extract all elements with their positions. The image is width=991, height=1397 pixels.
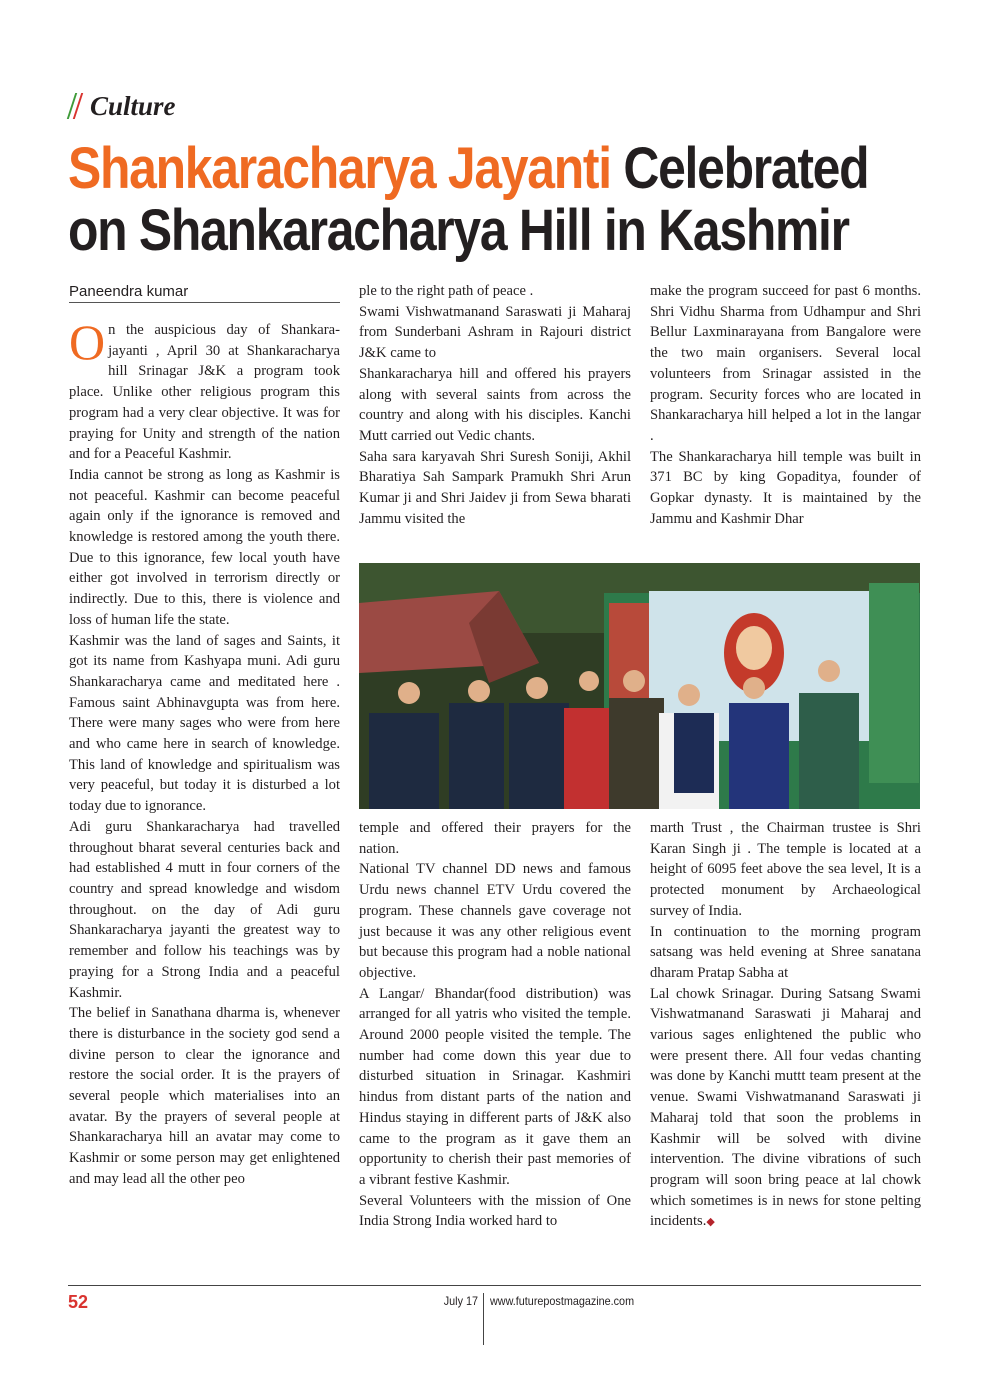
headline-line2: on Shankaracharya Hill in Kashmir xyxy=(68,198,849,263)
footer-divider xyxy=(483,1293,484,1345)
paragraph: Shankaracharya hill and offered his prayers along with several saints from across the country and along with his disciples. Kanchi Mutt carried out Vedic chants. xyxy=(359,365,631,444)
paragraph: Saha sara karyavah Shri Suresh Soniji, Akhil Bharatiya Sah Sampark Pramukh Shri Arun Kumar ji and Shri Jaidev ji from Sewa bharati Jammu visited the xyxy=(359,448,631,527)
drop-cap: O xyxy=(69,314,106,370)
article-column-2-bottom xyxy=(359,818,631,1232)
paragraph: Adi guru Shankaracharya had travelled throughout bharat several centuries back and had established 4 mutt in four corners of the country and spread knowledge and wisdom throughout. on the day of Adi guru Shankaracharya jayanti the greatest way to remember and follow his teachings was by praying for a Strong India and a peaceful Kashmir. xyxy=(69,818,340,1001)
footer-rule xyxy=(68,1285,921,1286)
byline: Paneendra kumar xyxy=(69,283,340,303)
paragraph: National TV channel DD news and famous Urdu news channel ETV Urdu covered the program. These channels gave coverage not just because it was any other religious event but because this program had a noble national objective. xyxy=(359,861,631,981)
article-column-3-bottom xyxy=(650,818,921,1233)
article-column-1 xyxy=(69,314,340,1190)
paragraph: marth Trust , the Chairman trustee is Shri Karan Singh ji . The temple is located at a height of 6095 feet above the sea level, It is a protected monument by Archaeological survey of India. xyxy=(650,820,921,919)
end-mark-diamond-icon: ◆ xyxy=(706,1216,715,1229)
headline-highlight: Shankaracharya Jayanti xyxy=(68,136,611,201)
section-label: Culture xyxy=(90,90,176,121)
issue-date: July 17 xyxy=(443,1294,478,1308)
headline xyxy=(68,136,869,263)
paragraph: ple to the right path of peace . xyxy=(359,283,534,299)
paragraph: temple and offered their prayers for the nation. xyxy=(359,820,631,857)
paragraph: make the program succeed for past 6 months. Shri Vidhu Sharma from Udhampur and Shri Bellur Laxminarayana from Bangalore were the two main organisers. Several local volunteers from Srinagar assisted in the program. Security forces who are located in Shankaracharya hill helped a lot in the langar . xyxy=(650,283,921,444)
paragraph: On the auspicious day of Shankarajayanti , April 30 at Shankaracharya hill Srinagar J&K a program took place. Unlike other religious program this program had a very clear objective. It was for praying for Unity and strength of the nation and for a Peaceful Kashmir. xyxy=(69,314,340,463)
headline-line1-rest: Celebrated xyxy=(610,136,869,201)
paragraph: The Shankaracharya hill temple was built in 371 BC by king Gopaditya, founder of Gopkar dynasty. It is maintained by the Jammu and Kashmir Dhar xyxy=(650,448,921,527)
article-photo xyxy=(359,563,920,809)
paragraph: The belief in Sanathana dharma is, whenever there is disturbance in the society god send a divine person to clear the ignorance and restore the social order. It is the prayers of several people which materialises into an avatar. By the prayers of several people at Shankaracharya hill an avatar may come to Kashmir or some person may get enlightened and may lead all the other peo xyxy=(69,1005,340,1187)
paragraph: Swami Vishwatmanand Saraswati ji Maharaj from Sunderbani Ashram in Rajouri district J&K came to xyxy=(359,303,631,362)
section-tag xyxy=(68,88,176,124)
paragraph: Several Volunteers with the mission of One India Strong India worked hard to xyxy=(359,1192,631,1230)
paragraph: In continuation to the morning program satsang was held evening at Shree sanatana dharam Pratap Sabha at xyxy=(650,923,921,981)
paragraph: Kashmir was the land of sages and Saints, it got its name from Kashyapa muni. Adi guru Shankaracharya came and meditated here . Famous saint Abhinavgupta was from here. There were many sages who were from here and who came here in search of knowledge. This land of knowledge and spiritualism was very peaceful, but today it is disturbed a lot today due to ignorance. xyxy=(69,632,340,815)
double-slash-icon xyxy=(68,93,84,119)
paragraph: India cannot be strong as long as Kashmir is not peaceful. Kashmir can become peaceful again only if the ignorance is removed and knowledge is restored among the youth there. Due to this ignorance, few local youth have either got involved in terrorism directly or indirectly. Due to this, there is violence and loss of human life the state. xyxy=(69,466,340,628)
group-photo-illustration xyxy=(359,563,920,809)
article-column-3-top xyxy=(650,281,921,529)
website-link[interactable]: www.futurepostmagazine.com xyxy=(490,1294,635,1308)
article-column-2-top xyxy=(359,281,631,529)
paragraph: Lal chowk Srinagar. During Satsang Swami Vishwatmanand Saraswati ji Maharaj and various sages enlightened the public who were present there. All four vedas chanting was done by Kanchi muttt team present at the venue. Swami Vishwatmanand Saraswati ji Maharaj told that soon the problems in Kashmir will be solved with divine intervention. The divine vibrations of such program will soon bring peace at lal chowk which sometimes is in news for stone pelting incidents.◆ xyxy=(650,985,921,1230)
paragraph: A Langar/ Bhandar(food distribution) was arranged for all yatris who visited the temple. Around 2000 people visited the temple. The number had come down this year due to disturbed situation in Srinagar. Kashmiri hindus from distant parts of the nation and Hindus staying in different parts of J&K also came to the program as it gave them an opportunity to cherish their past memories of a vibrant festive Kashmir. xyxy=(359,985,631,1188)
page-number: 52 xyxy=(68,1292,89,1312)
